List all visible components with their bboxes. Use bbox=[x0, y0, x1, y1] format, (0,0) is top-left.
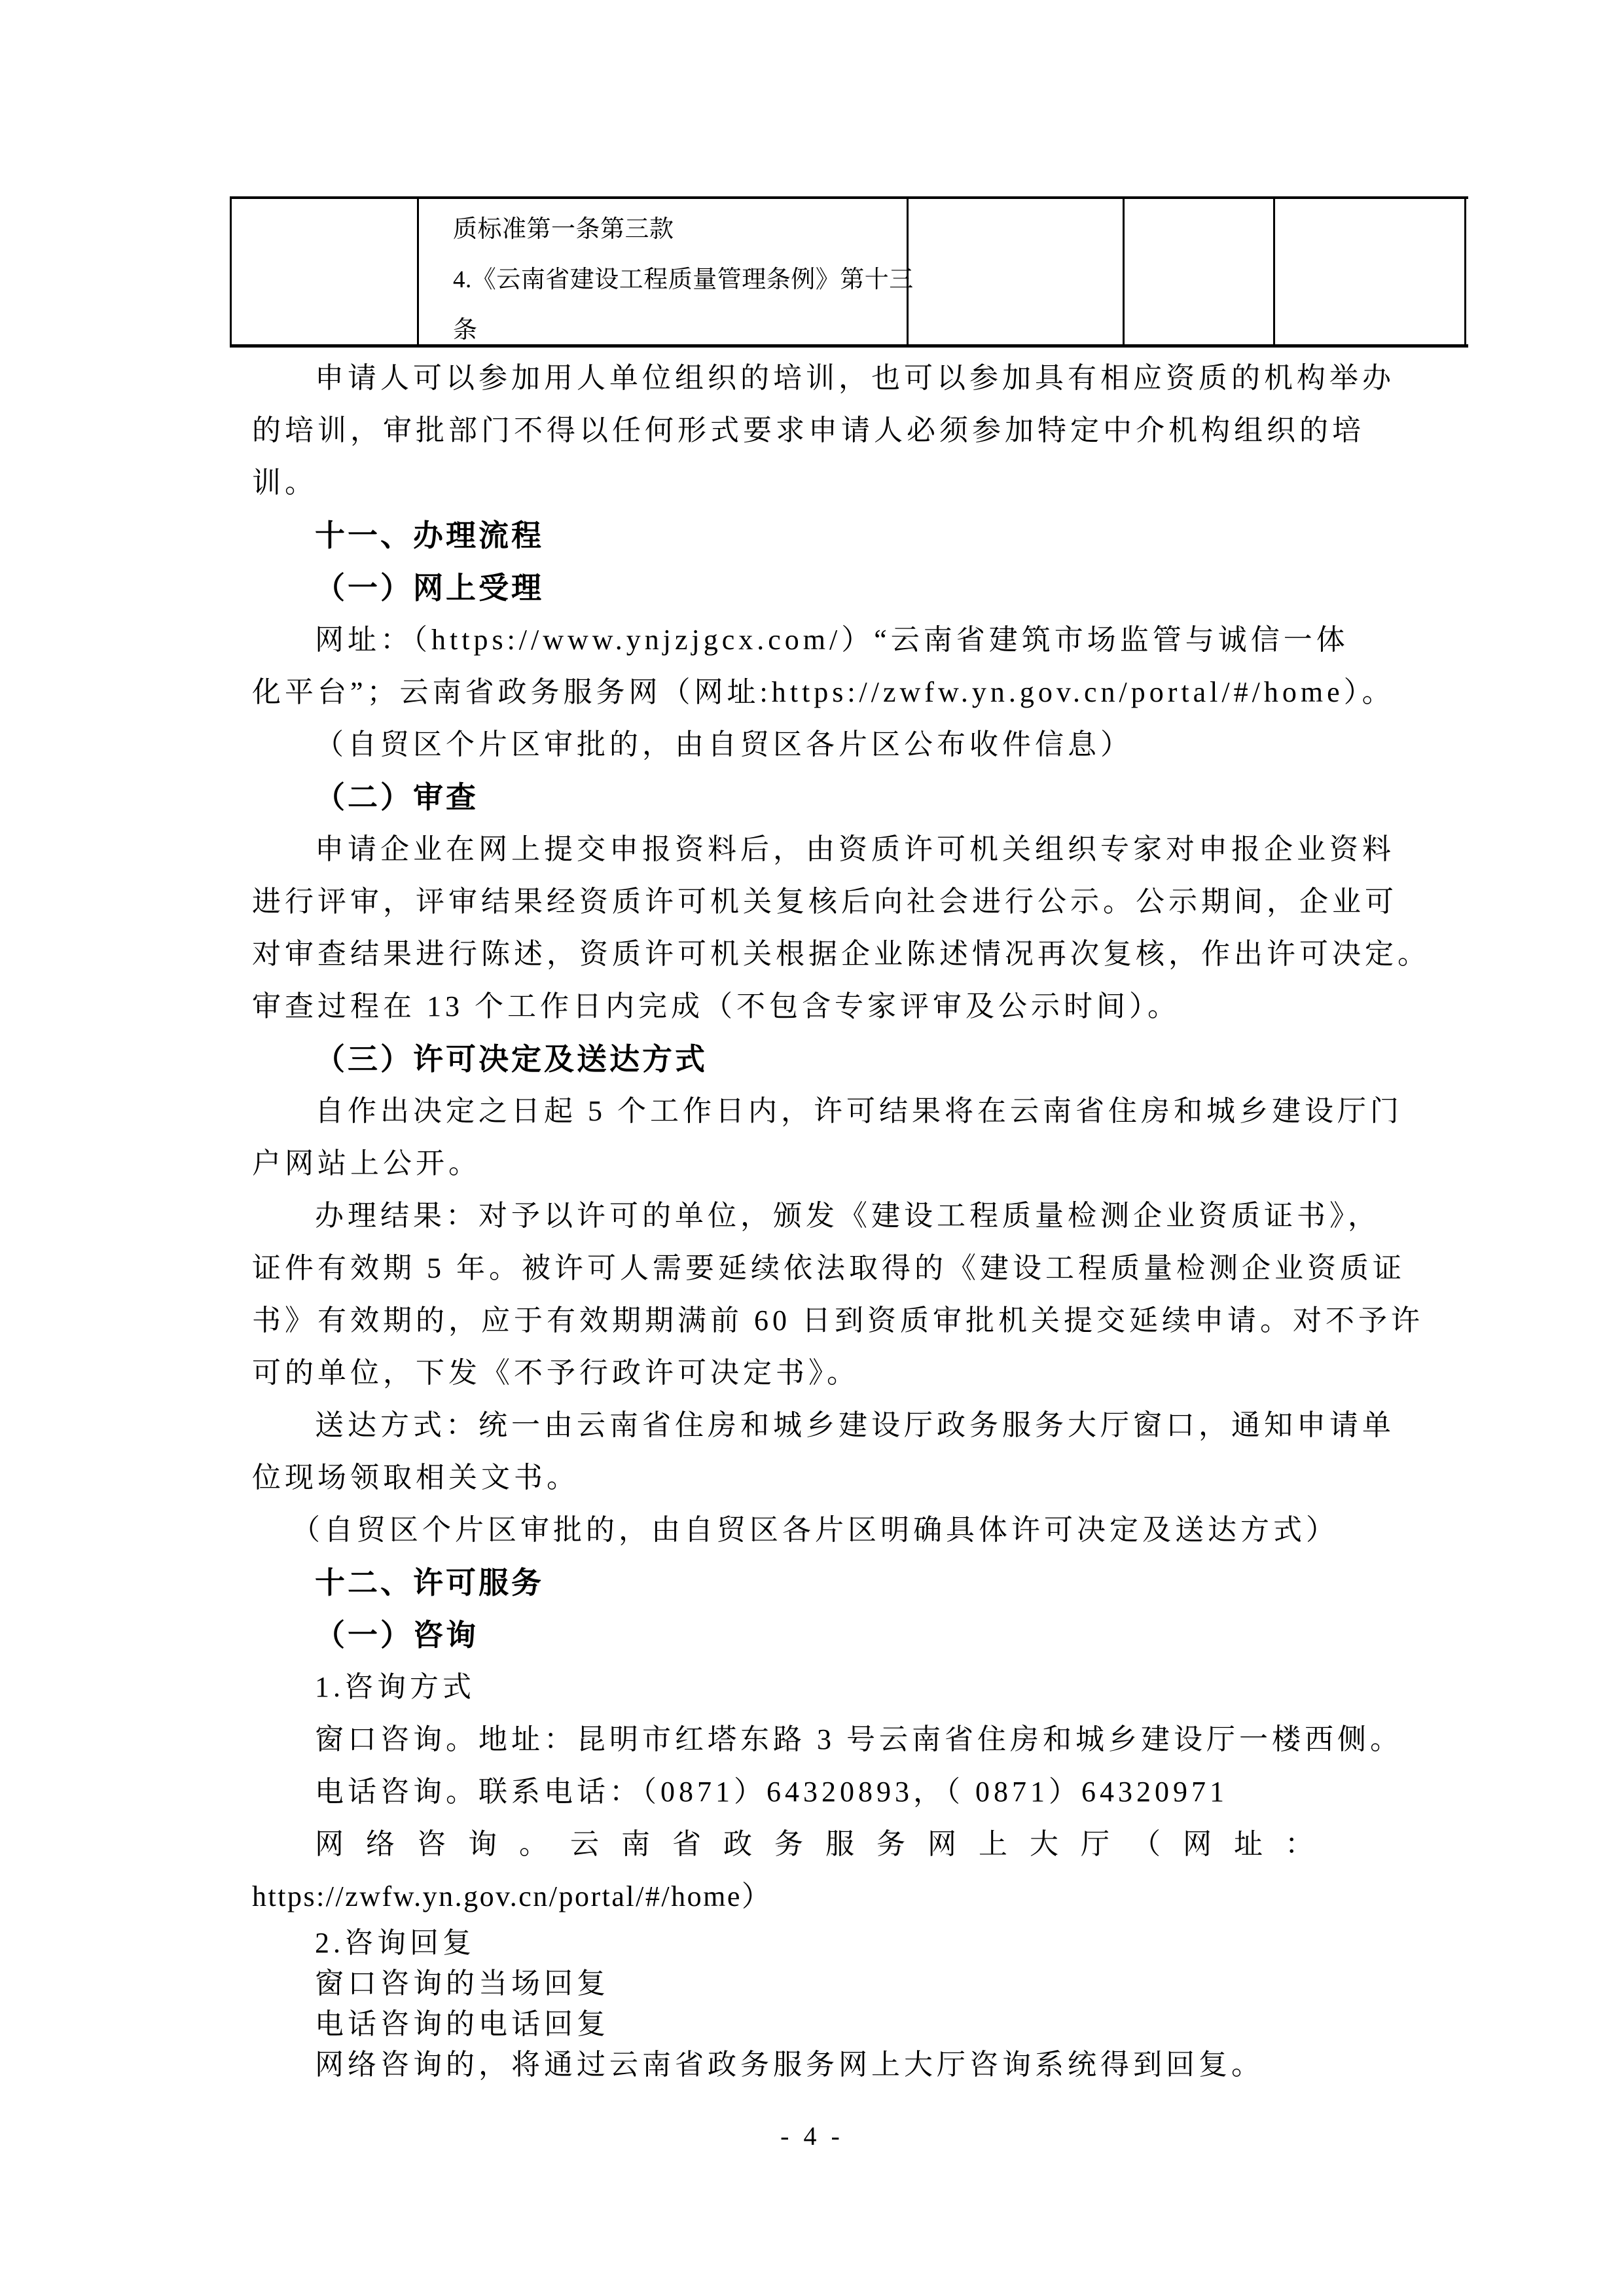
text-line: （自贸区个片区审批的，由自贸区各片区明确具体许可决定及送达方式） bbox=[291, 1514, 1339, 1546]
subsection-heading: （一）咨询 bbox=[315, 1618, 478, 1652]
url-text-line: https://zwfw.yn.gov.cn/portal/#/home） bbox=[252, 1880, 772, 1912]
text-line: 证件有效期 5 年。被许可人需要延续依法取得的《建设工程质量检测企业资质证 bbox=[252, 1252, 1405, 1284]
page-footer bbox=[0, 2121, 1624, 2151]
text-line: 的培训，审批部门不得以任何形式要求申请人必须参加特定中介机构组织的培 bbox=[252, 414, 1365, 446]
page-number: - 4 - bbox=[780, 2121, 844, 2151]
text-line: 网络咨询的，将通过云南省政务服务网上大厅咨询系统得到回复。 bbox=[315, 2049, 1264, 2081]
table-cell-empty bbox=[1275, 199, 1466, 344]
text-line: 书》有效期的，应于有效期期满前 60 日到资质审批机关提交延续申请。对不予许 bbox=[252, 1304, 1424, 1336]
text-line: 申请人可以参加用人单位组织的培训，也可以参加具有相应资质的机构举办 bbox=[315, 362, 1395, 394]
text-line: 送达方式：统一由云南省住房和城乡建设厅政务服务大厅窗口，通知申请单 bbox=[315, 1409, 1395, 1441]
text-line: 网址：（https://www.ynjzjgcx.com/）“云南省建筑市场监管与诚信一体 bbox=[315, 624, 1349, 656]
text-line: 电话咨询的电话回复 bbox=[315, 2008, 609, 2040]
text-line: 化平台”；云南省政务服务网（网址:https://zwfw.yn.gov.cn/portal/#/home）。 bbox=[252, 676, 1395, 708]
text-line: 户网站上公开。 bbox=[252, 1147, 481, 1179]
text-line: 电话咨询。联系电话：（0871）64320893，（ 0871）64320971 bbox=[315, 1776, 1228, 1808]
text-line: 申请企业在网上提交申报资料后，由资质许可机关组织专家对申报企业资料 bbox=[315, 833, 1395, 865]
table-cell-empty bbox=[909, 199, 1125, 344]
text-line: 2.咨询回复 bbox=[315, 1927, 475, 1959]
text-line: 办理结果：对予以许可的单位，颁发《建设工程质量检测企业资质证书》， bbox=[315, 1200, 1380, 1232]
table-cell-line: 质标准第一条第三款 bbox=[453, 216, 674, 243]
text-line: 窗口咨询。地址：昆明市红塔东路 3 号云南省住房和城乡建设厅一楼西侧。 bbox=[315, 1723, 1403, 1755]
table-cell-line: 4.《云南省建设工程质量管理条例》第十三 bbox=[453, 266, 914, 293]
subsection-heading: （一）网上受理 bbox=[315, 571, 544, 605]
table-cell-line: 条 bbox=[453, 317, 478, 344]
subsection-heading: （三）许可决定及送达方式 bbox=[315, 1042, 708, 1076]
text-line: 窗口咨询的当场回复 bbox=[315, 1967, 609, 2000]
text-line: 进行评审，评审结果经资质许可机关复核后向社会进行公示。公示期间，企业可 bbox=[252, 886, 1398, 918]
section-heading: 十一、办理流程 bbox=[315, 518, 544, 552]
table-cell-empty bbox=[232, 199, 419, 344]
table-cell-legal-text bbox=[419, 199, 914, 344]
text-line: 可的单位，下发《不予行政许可决定书》。 bbox=[252, 1357, 859, 1389]
legal-basis-table bbox=[230, 196, 1468, 348]
table-cell-empty bbox=[1125, 199, 1275, 344]
text-line: 自作出决定之日起 5 个工作日内，许可结果将在云南省住房和城乡建设厅门 bbox=[315, 1095, 1403, 1127]
section-heading: 十二、许可服务 bbox=[315, 1566, 544, 1600]
subsection-heading: （二）审查 bbox=[315, 780, 478, 814]
document-body bbox=[252, 352, 1430, 2085]
text-line: 1.咨询方式 bbox=[315, 1671, 475, 1703]
text-line: 位现场领取相关文书。 bbox=[252, 1462, 579, 1494]
text-line: 训。 bbox=[252, 467, 317, 499]
text-line: 审查过程在 13 个工作日内完成（不包含专家评审及公示时间）。 bbox=[252, 990, 1180, 1022]
text-line: 网络咨询。云南省政务服务网上大厅（网址： bbox=[315, 1828, 1336, 1860]
text-line: （自贸区个片区审批的，由自贸区各片区公布收件信息） bbox=[315, 728, 1133, 761]
text-line: 对审查结果进行陈述，资质许可机关根据企业陈述情况再次复核，作出许可决定。 bbox=[252, 938, 1430, 970]
